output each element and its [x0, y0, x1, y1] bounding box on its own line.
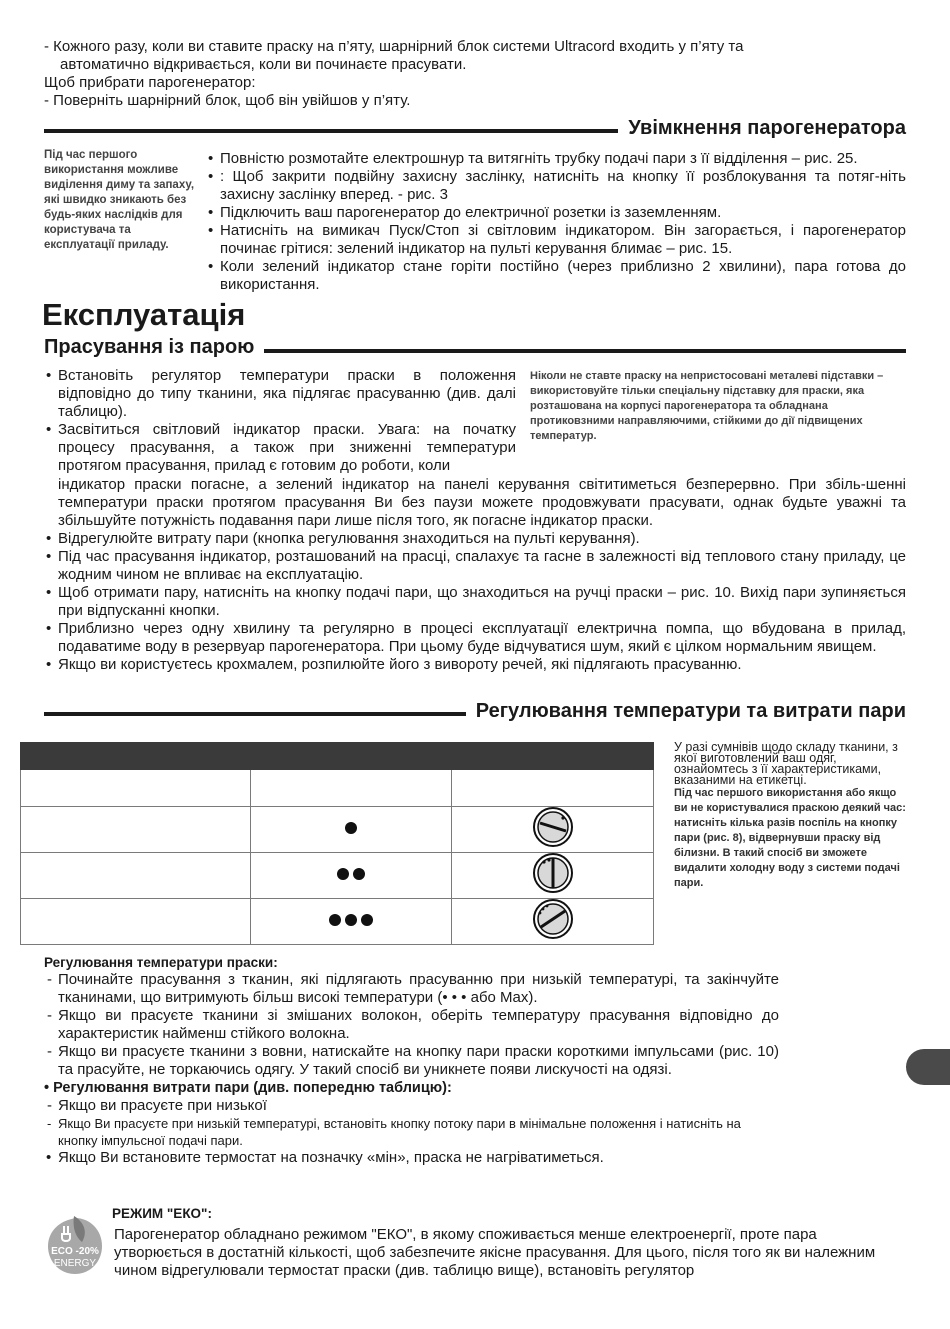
- top-line-1: - Кожного разу, коли ви ставите праску на п’яту, шарнірний блок системи Ultracord входить у п’яту та: [44, 38, 744, 55]
- section-on-header: [44, 117, 906, 140]
- thermostat-dial-medium-icon: [530, 853, 576, 893]
- table-row: [21, 899, 654, 945]
- table-header-cell: [21, 743, 251, 770]
- table-row: [21, 853, 654, 899]
- eco-logo-energy: ENERGY: [53, 1258, 97, 1269]
- top-line-2: автоматично відкривається, коли ви починаєте прасувати.: [60, 56, 467, 73]
- temp-reg-block: [44, 954, 779, 1167]
- section-rule: [44, 712, 466, 716]
- list-item: • Під час прасування індикатор, розташований на прасці, спалахує та гасне в залежності від теплового стану приладу, це жодним чином не впливає на експлуатацію.: [44, 548, 906, 584]
- list-item-continuation: індикатор праски погасне, а зелений індикатор на панелі керування світитиметься безперервно. При збіль-шенні температури праски протягом прасування Ви без паузи можете продовжувати прасувати, однак будьте уважні та збільшуйте потужність подавання пари лише після того, як погасне індикатор праски.: [58, 476, 906, 529]
- list-item: • Встановіть регулятор температури праски в положення відповідно до типу тканини, яка підлягає прасуванню (див. далі таблицю).: [44, 367, 516, 421]
- list-item: • : Щоб закрити подвійну захисну заслінку, натисніть на кнопку її розблокування та потяг-ніть захисну заслінку вперед. - рис. 3: [206, 168, 906, 204]
- table-cell: [250, 770, 452, 807]
- table-row: [21, 807, 654, 853]
- list-item: • Натисніть на вимикач Пуск/Стоп зі світловим індикатором. Він загорається, і парогенератор починає грітися: зелений індикатор на пульті керування блимає – рис. 15.: [206, 222, 906, 258]
- list-item: • Відрегулюйте витрату пари (кнопка регулювання знаходиться на пульті керування).: [44, 530, 906, 548]
- dial-cell: [452, 807, 654, 853]
- top-line-4: - Поверніть шарнірний блок, щоб він увійшов у п’яту.: [44, 92, 411, 109]
- list-item: • Коли зелений індикатор стане горіти постійно (через приблизно 2 хвилини), пара готова до використання.: [206, 258, 906, 294]
- list-item: • Підключить ваш парогенератор до електричної розетки із заземленням.: [206, 204, 906, 222]
- table-cell: [21, 899, 251, 945]
- dots-cell: [250, 807, 452, 853]
- eco-logo: [44, 1212, 106, 1280]
- dot-icon: [329, 914, 341, 926]
- dot-icon: [361, 914, 373, 926]
- list-item: • Засвітиться світловий індикатор праски. Увага: на початку процесу прасування, а також при зниженні температури протягом прасування, прилад є готовим до роботи, коли: [44, 421, 516, 475]
- flow-title: • Регулювання витрати пари (див. попередню таблицю):: [44, 1080, 452, 1096]
- dial-cell: [452, 853, 654, 899]
- table-cell: [21, 807, 251, 853]
- list-item: • Щоб отримати пару, натисніть на кнопку подачі пари, що знаходиться на ручці праски – рис. 10. Вихід пари зупиняється при відпусканні кнопки.: [44, 584, 906, 620]
- section-on-list: [206, 150, 906, 294]
- eco-logo-eco: ECO: [51, 1246, 73, 1257]
- table-header-cell: [250, 743, 452, 770]
- eco-logo-pct: -20%: [75, 1246, 99, 1257]
- section-steam-list-top: [44, 367, 516, 475]
- page-title: Експлуатація: [42, 297, 246, 332]
- page-tab-marker: [906, 1049, 950, 1085]
- top-line-3: Щоб прибрати парогенератор:: [44, 74, 256, 91]
- top-text: [44, 38, 914, 110]
- table-cell: [452, 770, 654, 807]
- dots-cell: [250, 853, 452, 899]
- section-temp-title: Регулювання температури та витрати пари: [475, 700, 906, 722]
- section-steam-list-bottom: [44, 476, 906, 674]
- section-rule: [44, 129, 618, 133]
- dot-icon: [337, 868, 349, 880]
- list-item: - Якщо ви прасуєте тканини з вовни, натискайте на кнопку пари праски короткими імпульсами (рис. 10) та прасуйте, не торкаючись одягу. У такий спосіб ви уникнете появи лискучості на одязі.: [44, 1043, 779, 1079]
- list-item: • Приблизно через одну хвилину та регулярно в процесі експлуатації електрична помпа, що вбудована в прилад, подаватиме воду в резервуар парогенератора. При цьому буде відчуватися шум, який є цілком нормальним явищем.: [44, 620, 906, 656]
- dial-cell: [452, 899, 654, 945]
- table-header-cell: [452, 743, 654, 770]
- dot-icon: [353, 868, 365, 880]
- section-on-note: Під час першого використання можливе виділення диму та запаху, які швидко зникають без будь-яких наслідків для користувача та експлуатації приладу.: [44, 149, 195, 251]
- temp-reg-title: Регулювання температури праски:: [44, 955, 278, 970]
- list-item: • Повністю розмотайте електрошнур та витягніть трубку подачі пари з її відділення – рис. 25.: [206, 150, 906, 168]
- table-cell: [21, 770, 251, 807]
- section-rule: [264, 349, 906, 353]
- side-note-plain: У разі сумнівів щодо складу тканини, з якої виготовлений ваш одяг, ознайомтесь з її характеристиками, вказаними на етикетці.: [674, 740, 898, 787]
- temp-side-note: [666, 742, 906, 891]
- table-cell: [21, 853, 251, 899]
- eco-text: Парогенератор обладнано режимом "ЕКО", в якому споживається менше електроенергії, проте пара утворюється в достатній кількості, щоб забезпечите якісне прасування. Для цього, після того як ви належним чином відрегулювали термостат праски (див. таблицю вище), встановіть регулятор: [114, 1226, 876, 1279]
- list-item: - Починайте прасування з тканин, які підлягають прасуванню при низькій температурі, та закінчуйте тканинами, що витримують більш високі температури (• • • або Max).: [44, 971, 779, 1007]
- list-item: • Якщо ви користуєтесь крохмалем, розпилюйте його з вивороту речей, які підлягають прасуванню.: [44, 656, 906, 674]
- side-note-bold: Під час першого використання або якщо ви не користувалися праскою деякий час: натисніть кілька разів поспіль на кнопку пари (рис. 8), відвернувши праску від білизни. В такий спосіб ви зможете видалити холодну воду з системи подачі пари.: [674, 787, 906, 889]
- section-steam-title: Прасування із парою: [44, 336, 255, 358]
- dot-icon: [345, 914, 357, 926]
- eco-title: РЕЖИМ "ЕКО":: [112, 1206, 212, 1221]
- thermostat-dial-low-icon: [530, 807, 576, 847]
- list-item: - Якщо Ви прасуєте при низькій температурі, встановіть кнопку потоку пари в мінімальне положення і натисніть на кнопку імпульсної подачі пари.: [44, 1115, 779, 1149]
- dot-icon: [345, 822, 357, 834]
- temperature-table: [20, 742, 654, 945]
- section-temp-header: [44, 700, 906, 723]
- list-item: - Якщо ви прасуєте тканини зі змішаних волокон, оберіть температуру прасування відповідно до характеристик найменш стійкого волокна.: [44, 1007, 779, 1043]
- thermostat-dial-high-icon: [530, 899, 576, 939]
- list-item: - Якщо ви прасуєте при низької: [44, 1097, 779, 1115]
- section-on-title: Увімкнення парогенератора: [628, 117, 906, 139]
- list-item: • Якщо Ви встановите термостат на позначку «мін», праска не нагріватиметься.: [44, 1149, 779, 1167]
- dots-cell: [250, 899, 452, 945]
- section-steam-header: [44, 336, 906, 359]
- section-steam-note: Ніколи не ставте праску на непристосовані металеві підставки – використовуйте тільки спеціальну підставку для праски, яка розташована на корпусі парогенератора та обладнана протиковзними направляючими, стійкими до дії підвищених температур.: [530, 370, 884, 442]
